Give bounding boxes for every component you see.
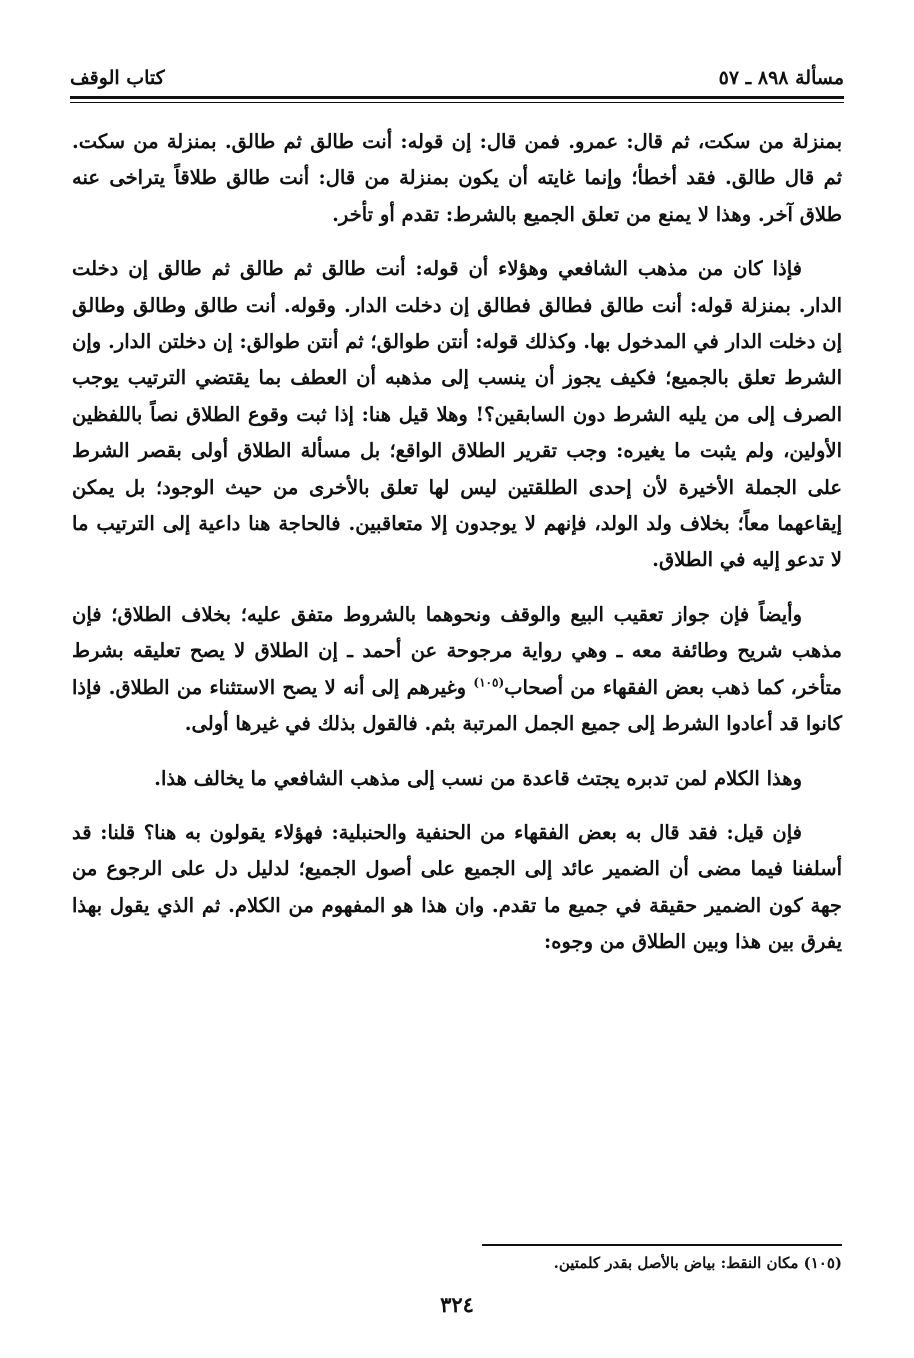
header-issue-number: مسألة ٨٩٨ ـ ٥٧	[718, 67, 844, 89]
paragraph-1: بمنزلة من سكت، ثم قال: عمرو. فمن قال: إن قوله: أنت طالق ثم طالق. بمنزلة من سكت. ثم قال طالق. فقد أخطأ؛ وإنما غايته أن يكون بمنزلة من قال: أنت طالق طلاقاً يتراخى عنه طلاق آخر. وهذا لا يمنع من تعلق الجميع بالشرط: تقدم أو تأخر.	[72, 130, 842, 226]
header-rule-thin	[70, 102, 844, 103]
main-text	[72, 124, 842, 979]
paragraph-3-text-b: وغيرهم إلى أنه لا يصح الاستثناء من الطلاق. فإذا كانوا قد أعادوا الشرط إلى جميع الجمل المرتبة بثم. فالقول بذلك في غيرها أولى.	[72, 675, 842, 736]
paragraph-3	[72, 597, 842, 743]
footnote-reference-mark: (١٠٥)	[473, 675, 505, 690]
footnote: (١٠٥) مكان النقط: بياض بالأصل بقدر كلمتين.	[553, 1254, 842, 1272]
header-book-title: كتاب الوقف	[70, 67, 165, 89]
paragraph-3-text-a: وأيضاً فإن جواز تعقيب البيع والوقف ونحوهما بالشروط متفق عليه؛ بخلاف الطلاق؛ فإن مذهب شريح وطائفة معه ـ وهي رواية مرجوحة عن أحمد ـ إن الطلاق لا يصح تعليقه بشرط متأخر، كما ذهب بعض الفقهاء من أصحاب	[72, 602, 842, 699]
paragraph-5: فإن قيل: فقد قال به بعض الفقهاء من الحنفية والحنبلية: فهؤلاء يقولون به هنا؟ قلنا: قد أسلفنا فيما مضى أن الضمير عائد إلى الجميع على أصول الجميع؛ لدليل دل على الرجوع من جهة كون الضمير حقيقة في جميع ما تقدم. وان هذا هو المفهوم من الكلام. ثم الذي يقول بهذا يفرق بين هذا وبين الطلاق من وجوه:	[72, 820, 842, 954]
header-rule-thick	[70, 96, 844, 99]
paragraph-2: فإذا كان من مذهب الشافعي وهؤلاء أن قوله: أنت طالق ثم طالق ثم طالق إن دخلت الدار. بمنزلة قوله: أنت طالق فطالق فطالق إن دخلت الدار. وقوله. أنت طالق وطالق وطالق إن دخلت الدار في المدخول بها. وكذلك قوله: أنتن طوالق؛ ثم أنتن طوالق: إن دخلتن الدار. وإن الشرط تعلق بالجميع؛ فكيف يجوز أن ينسب إلى مذهبه أن العطف بما يقتضي الترتيب يوجب الصرف إلى من يليه الشرط دون السابقين؟! وهلا قيل هنا: إذا ثبت وقوع الطلاق نصاً باللفظين الأولين، ولم يثبت ما يغيره: وجب تقرير الطلاق الواقع؛ بل مسألة الطلاق أولى بقصر الشرط على الجملة الأخيرة لأن إحدى الطلقتين ليس لها تعلق بالأخرى من حيث الوجود؛ بل يمكن إيقاعهما معاً؛ بخلاف ولد الولد، فإنهم لا يوجدون إلا متعاقبين. فالحاجة هنا داعية إلى الترتيب ما لا تدعو إليه في الطلاق.	[72, 257, 842, 572]
footnote-separator	[482, 1244, 842, 1246]
page-number: ٣٢٤	[440, 1292, 474, 1317]
running-header	[70, 58, 844, 98]
paragraph-4: وهذا الكلام لمن تدبره يجتث قاعدة من نسب إلى مذهب الشافعي ما يخالف هذا.	[154, 766, 802, 790]
